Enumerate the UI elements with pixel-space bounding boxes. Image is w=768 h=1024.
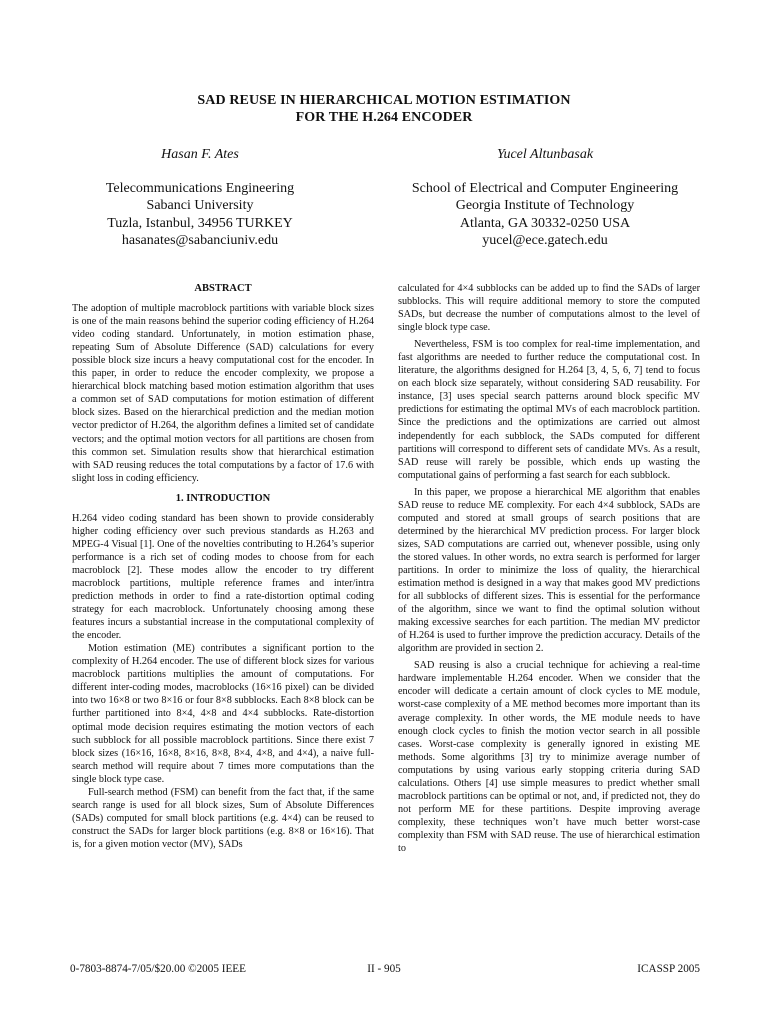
right-text-column	[398, 282, 700, 855]
introduction-heading: 1. INTRODUCTION	[175, 492, 271, 504]
abstract-heading: ABSTRACT	[194, 283, 252, 294]
author-block-right	[360, 146, 730, 250]
footer-conference: ICASSP 2005	[637, 963, 700, 975]
body-paragraph: SAD reusing is also a crucial technique for achieving a real-time hardware implementable H.264 encoder. When we consider that the encoder will dedicate a certain amount of clock cycles to ME module, worst-case complexity of a ME method becomes more important than its average complexity. In other words, the ME module needs to have enough clock cycles to finish the motion vector search in all possible cases. Worst-case complexity is generally ignored in existing ME methods. Some algorithms [3] try to minimize average number of computations by using various early stopping criteria during SAD calculations. Others [4] use simple measures to predict whether small macroblock partitions can be optimal or not, and, if predicted not, they do not perform ME for these partitions. Despite improving average complexity, these techniques won’t have much better worst-case complexity than FSM with SAD reuse. The use of hierarchical estimation to	[398, 660, 700, 854]
author-email: hasanates@sabanciuniv.edu	[121, 233, 279, 248]
body-paragraph: Nevertheless, FSM is too complex for real-time implementation, and fast algorithms are needed to further reduce the computational cost. In literature, the algorithms designed for H.264 [3, 4, 5, 6, 7] tend to focus on each block size separately, without considering SAD reusability. For instance, [3] uses special search patterns around block specific MV predictions for estimating the optimal MVs of each macroblock partition. Since the predictions and the optimizations are carried out almost independently for each subblock, the SADs computed for different partitions will correspond to different sets of candidate MVs. As a result, SAD reuse will rarely be possible, which ends up wasting the computational gains of performing a fast search for each subblock.	[398, 339, 700, 481]
intro-paragraph: H.264 video coding standard has been shown to provide considerably higher coding efficiency over such previous standards as H.263 and MPEG-4 Visual [1]. One of the novelties contributing to H.264’s superior performance is a rich set of coding modes to choose from for each macroblock [2]. These modes allow the encoder to try different macroblock partitions, multiple reference frames and inter/intra prediction methods in order to find a rate-distortion optimal coding strategy for each macroblock. Unfortunately choosing among these features incurs a substantial increase in the computational complexity of the encoder.	[72, 512, 374, 642]
title-line-1: SAD REUSE IN HIERARCHICAL MOTION ESTIMATION	[197, 93, 571, 108]
author-affiliation-line: Tuzla, Istanbul, 34956 TURKEY	[107, 215, 293, 231]
intro-paragraph: Motion estimation (ME) contributes a significant portion to the complexity of H.264 encoder. The use of different block sizes for various macroblock partitions multiplies the amount of computations. For different inter-coding modes, macroblocks (16×16 pixel) can be divided into two 16×8 or two 8×16 or four 8×8 subblocks. Each 8×8 block can be further partitioned into 8×4, 4×8 and 4×4 subblocks. Rate-distortion optimal mode decision requires estimating the motion vectors of each such subblock for all possible macroblock partitions. Since there exist 7 block sizes (16×16, 16×8, 8×16, 8×8, 8×4, 4×8, and 4×4), a naive full-search method will require about 7 times more computations than the single block type case.	[72, 643, 374, 785]
author-affiliation-line: Georgia Institute of Technology	[455, 198, 635, 213]
body-paragraph: In this paper, we propose a hierarchical ME algorithm that enables SAD reuse to reduce ME complexity. For each 4×4 subblock, SADs are computed and stored at small groups of search positions that are determined by the hierarchical MV prediction process. For larger block sizes, SAD computations are carried out, whenever possible, using only the stored values. In other words, no extra search is performed for larger partitions. In order to minimize the loss of quality, the hierarchical estimation method is designed in a way that makes good MV predictions for all subblocks of different sizes. This is essential for the performance of the algorithm, since we want to find the optimal solution without making excessive searches for each partition. The median MV predictor of H.264 is used to further improve the prediction accuracy. Details of the algorithm are provided in section 2.	[398, 486, 700, 655]
abstract-text: The adoption of multiple macroblock partitions with variable block sizes is one of the main reasons behind the superior coding efficiency of H.264 video coding standard. Unfortunately, in motion estimation phase, repeating Sum of Absolute Difference (SAD) calculations for every possible block size incurs a heavy computational cost for the encoder. In this paper, in order to reduce the encoder complexity, we propose a hierarchical block matching based motion estimation algorithm that uses a common set of SAD computations for motion estimation of different block sizes. Based on the hierarchical prediction and the median motion vector predictor of H.264, the algorithm defines a limited set of candidate vectors; and the optimal motion vectors for all partitions are chosen from this common set. Simulation results show that hierarchical estimation with SAD reusing reduces the total computations by a factor of 17.6 with slight loss in coding efficiency.	[72, 303, 374, 484]
left-text-column	[72, 282, 374, 851]
title-line-2: FOR THE H.264 ENCODER	[295, 110, 473, 125]
author-block-left	[60, 146, 340, 250]
author-affiliation-line: Telecommunications Engineering	[105, 180, 295, 196]
footer-page-number: II - 905	[367, 963, 401, 975]
author-name: Yucel Altunbasak	[496, 147, 594, 162]
intro-paragraph: Full-search method (FSM) can benefit from the fact that, if the same search range is used for all block sizes, Sum of Absolute Differences (SADs) computed for small block partitions (e.g. 4×4) can be reused to construct the SADs for larger block partitions (e.g. 8×8 or 16×16). That is, for a given motion vector (MV), SADs	[72, 786, 374, 850]
footer-copyright: 0-7803-8874-7/05/$20.00 ©2005 IEEE	[70, 963, 246, 975]
author-affiliation-line: School of Electrical and Computer Engineering	[411, 180, 679, 196]
author-affiliation-line: Sabanci University	[146, 198, 254, 213]
author-email: yucel@ece.gatech.edu	[482, 233, 608, 248]
author-name: Hasan F. Ates	[161, 147, 239, 162]
paper-title	[0, 92, 768, 126]
author-affiliation-line: Atlanta, GA 30332-0250 USA	[459, 215, 631, 231]
body-paragraph: calculated for 4×4 subblocks can be added up to find the SADs of larger subblocks. This will require additional memory to store the computed SADs, but decrease the number of computations almost to the level of single block type case.	[398, 283, 700, 334]
